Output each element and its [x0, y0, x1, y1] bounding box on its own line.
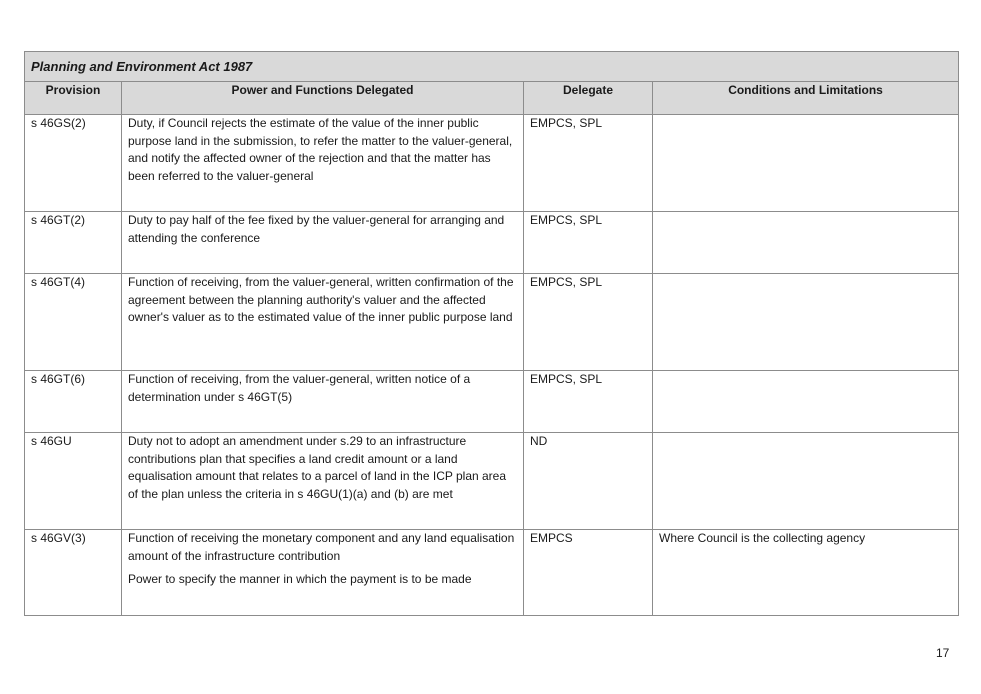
power-cell: [122, 274, 524, 371]
delegate-cell: EMPCS, SPL: [524, 371, 653, 433]
conditions-cell: [653, 274, 959, 371]
power-cell: [122, 212, 524, 274]
provision-cell: s 46GT(4): [25, 274, 122, 371]
column-header-conditions: Conditions and Limitations: [653, 82, 959, 115]
delegate-cell: EMPCS: [524, 530, 653, 616]
power-text: Power to specify the manner in which the payment is to be made: [128, 572, 472, 586]
page-number: 17: [936, 646, 950, 660]
provision-cell: s 46GT(2): [25, 212, 122, 274]
delegation-table: [24, 51, 959, 616]
column-header-power: Power and Functions Delegated: [122, 82, 524, 115]
act-title: Planning and Environment Act 1987: [25, 52, 959, 82]
delegate-cell: ND: [524, 433, 653, 530]
column-header-delegate: Delegate: [524, 82, 653, 115]
power-cell: [122, 371, 524, 433]
delegate-cell: EMPCS, SPL: [524, 274, 653, 371]
table-row: [25, 371, 959, 433]
table-row: [25, 530, 959, 616]
conditions-cell: [653, 433, 959, 530]
table-row: [25, 274, 959, 371]
power-cell: [122, 115, 524, 212]
table-row: [25, 115, 959, 212]
power-text: Function of receiving, from the valuer-general, written notice of a determination under s 46GT(5): [128, 372, 471, 404]
delegate-cell: EMPCS, SPL: [524, 115, 653, 212]
provision-cell: s 46GS(2): [25, 115, 122, 212]
table-row: [25, 433, 959, 530]
power-text: Duty, if Council rejects the estimate of the value of the inner public purpose land in the submission, to refer the matter to the valuer-general, and notify the affected owner of the rejection and that the matter has been referred to the valuer-general: [128, 116, 513, 183]
power-text: Duty not to adopt an amendment under s.29 to an infrastructure contributions plan that specifies a land credit amount or a land equalisation amount that relates to a parcel of land in the ICP plan area of the plan unless the criteria in s 46GU(1)(a) and (b) are met: [128, 434, 507, 501]
power-text: Function of receiving the monetary component and any land equalisation amount of the infrastructure contribution: [128, 531, 515, 563]
conditions-cell: [653, 371, 959, 433]
power-cell: [122, 433, 524, 530]
table-row: [25, 212, 959, 274]
power-text: Function of receiving, from the valuer-general, written confirmation of the agreement between the planning authority's valuer and the affected owner's valuer as to the estimated value of the inner public purpose land: [128, 275, 514, 324]
column-header-provision: Provision: [25, 82, 122, 115]
conditions-cell: [653, 212, 959, 274]
delegate-cell: EMPCS, SPL: [524, 212, 653, 274]
provision-cell: s 46GU: [25, 433, 122, 530]
power-cell: [122, 530, 524, 616]
power-text: Duty to pay half of the fee fixed by the valuer-general for arranging and attending the conference: [128, 213, 505, 245]
conditions-cell: [653, 115, 959, 212]
conditions-cell: Where Council is the collecting agency: [653, 530, 959, 616]
header-row: [25, 82, 959, 115]
provision-cell: s 46GT(6): [25, 371, 122, 433]
provision-cell: s 46GV(3): [25, 530, 122, 616]
